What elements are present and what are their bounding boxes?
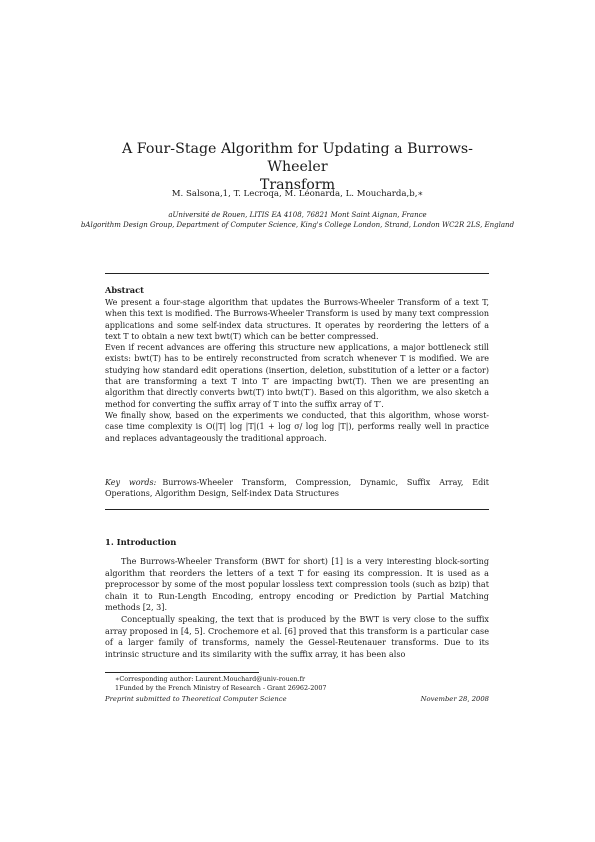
author-list: M. Salsona,1, T. Lecroqa, M. Léonarda, L. Mouchardа,b,∗ bbox=[171, 189, 424, 199]
footer-date: November 28, 2008 bbox=[420, 695, 489, 703]
affiliation-b: bAlgorithm Design Group, Department of Computer Science, King's College London, Strand, London WC2R 2LS, England bbox=[80, 221, 515, 229]
abstract-top-rule bbox=[105, 273, 489, 274]
title-line-2: Transform bbox=[259, 177, 336, 193]
keywords-text: Burrows-Wheeler Transform, Compression, Dynamic, Suffix Array, Edit Operations, Algorithm Design, Self-index Data Structures bbox=[105, 478, 489, 499]
abstract-body bbox=[105, 297, 489, 444]
paper-title bbox=[95, 140, 500, 194]
title-line-1: A Four-Stage Algorithm for Updating a Burrows-Wheeler bbox=[122, 141, 473, 175]
footnote-corresponding-author: ∗Corresponding author: Laurent.Mouchard@univ-rouen.fr bbox=[115, 675, 306, 683]
abstract-paragraph: Even if recent advances are offering this structure new applications, a major bottleneck still exists: bwt(T) has to be entirely reconstructed from scratch whenever T is modified. We are studying how standard edit operations (insertion, deletion, substitution of a letter or a factor) that are transforming a text T into T′ are impacting bwt(T). Then we are presenting an algorithm that directly converts bwt(T) into bwt(T′). Based on this algorithm, we also sketch a method for converting the suffix array of T into the suffix array of T′. bbox=[105, 343, 489, 409]
abstract-paragraph: We finally show, based on the experiments we conducted, that this algorithm, whose worst-case time complexity is O(|T| log |T|(1 + log σ/ log log |T|), performs really well in practice and replaces advantageously the traditional approach. bbox=[105, 410, 489, 443]
footnotes bbox=[115, 675, 489, 692]
abstract-paragraph: We present a four-stage algorithm that updates the Burrows-Wheeler Transform of a text T, when this text is modified. The Burrows-Wheeler Transform is used by many text compression applications and some self-index data structures. It operates by reordering the letters of a text T to obtain a new text bwt(T) which can be better compressed. bbox=[105, 298, 489, 341]
body-paragraph: Conceptually speaking, the text that is produced by the BWT is very close to the suffix array proposed in [4, 5]. Crochemore et al. [6] proved that this transform is a particular case of a larger family of transforms, namely the Gessel-Reutenauer transforms. Due to its intrinsic structure and its similarity with the suffix array, it has been also bbox=[105, 613, 489, 659]
abstract-bottom-rule bbox=[105, 509, 489, 510]
section-heading-introduction: 1. Introduction bbox=[105, 537, 177, 547]
page-footer bbox=[105, 695, 489, 703]
keywords-label: Key words: bbox=[105, 478, 157, 487]
affiliation-a: aUniversité de Rouen, LITIS EA 4108, 76821 Mont Saint Aignan, France bbox=[168, 211, 427, 219]
footer-journal: Preprint submitted to Theoretical Computer Science bbox=[105, 695, 287, 703]
footnote-funding: 1Funded by the French Ministry of Research - Grant 26962-2007 bbox=[115, 683, 327, 692]
abstract-heading: Abstract bbox=[105, 285, 144, 295]
keywords bbox=[105, 477, 489, 500]
body-paragraph: The Burrows-Wheeler Transform (BWT for short) [1] is a very interesting block-sorting algorithm that reorders the letters of a text T for easing its compression. It is used as a preprocessor by some of the most popular lossless text compression tools (such as bzip) that chain it to Run-Length Encoding, entropy encoding or Prediction by Partial Matching methods [2, 3]. bbox=[105, 556, 489, 613]
introduction-body bbox=[105, 556, 489, 660]
footnote-rule bbox=[105, 672, 259, 673]
